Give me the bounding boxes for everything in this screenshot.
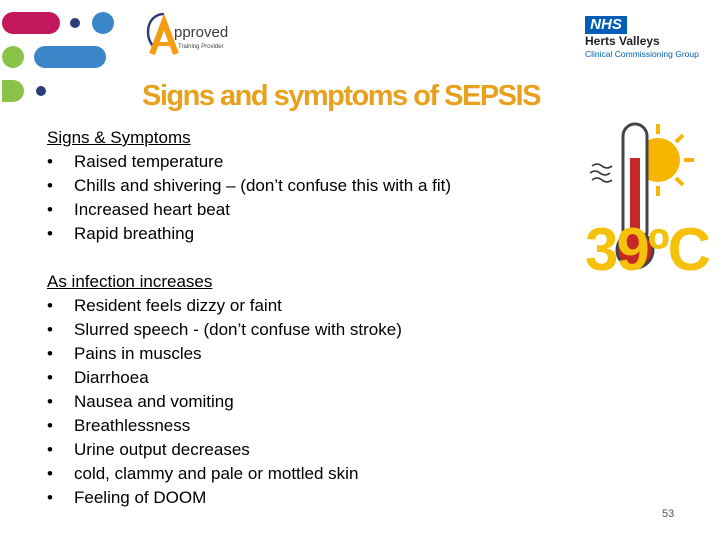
blue-pill-shape	[34, 46, 106, 68]
bullet-glyph: •	[47, 200, 53, 219]
list-item	[47, 390, 402, 414]
list-item	[47, 414, 402, 438]
bullet-glyph: •	[47, 392, 53, 411]
section-heading-signs: Signs & Symptoms	[47, 128, 191, 147]
bullet-glyph: •	[47, 152, 53, 171]
bullet-glyph: •	[47, 320, 53, 339]
approved-training-provider-logo	[144, 10, 254, 58]
heat-waves-icon	[590, 164, 612, 182]
list-item	[47, 198, 451, 222]
list-item-text: Raised temperature	[74, 152, 224, 171]
list-item	[47, 150, 451, 174]
list-item-text: Breathlessness	[74, 416, 191, 435]
list-item	[47, 366, 402, 390]
bullet-glyph: •	[47, 416, 53, 435]
section-heading-infection: As infection increases	[47, 272, 213, 291]
list-item-text: Pains in muscles	[74, 344, 202, 363]
bullet-glyph: •	[47, 488, 53, 507]
navy-dot-shape	[70, 18, 80, 28]
list-item-text: Slurred speech - (don’t confuse with stroke)	[74, 320, 402, 339]
list-item	[47, 438, 402, 462]
bullet-glyph: •	[47, 440, 53, 459]
bullet-glyph: •	[47, 176, 53, 195]
nhs-org-name: Herts Valleys	[585, 34, 660, 48]
list-item-text: cold, clammy and pale or mottled skin	[74, 464, 359, 483]
page-number: 53	[662, 508, 675, 520]
infection-list	[47, 294, 402, 510]
list-item-text: Increased heart beat	[74, 200, 230, 219]
list-item	[47, 318, 402, 342]
bullet-glyph: •	[47, 464, 53, 483]
list-item-text: Urine output decreases	[74, 440, 250, 459]
navy-small-dot-shape	[36, 86, 46, 96]
bullet-glyph: •	[47, 368, 53, 387]
approved-logo-tagline: Training Provider	[178, 44, 224, 50]
list-item	[47, 342, 402, 366]
page-title: Signs and symptoms of SEPSIS	[142, 80, 540, 112]
green-dot-shape	[2, 46, 24, 68]
bullet-glyph: •	[47, 296, 53, 315]
blue-dot-shape	[92, 12, 114, 34]
bullet-glyph: •	[47, 224, 53, 243]
list-item-text: Diarrhoea	[74, 368, 149, 387]
bullet-glyph: •	[47, 344, 53, 363]
green-half-shape	[2, 80, 24, 102]
temperature-readout: 39ºC	[585, 216, 709, 283]
list-item-text: Feeling of DOOM	[74, 488, 207, 507]
list-item	[47, 486, 402, 510]
list-item-text: Nausea and vomiting	[74, 392, 234, 411]
magenta-pill-shape	[2, 12, 60, 34]
list-item	[47, 294, 402, 318]
list-item-text: Chills and shivering – (don’t confuse this with a fit)	[74, 176, 452, 195]
list-item	[47, 462, 402, 486]
signs-list	[47, 150, 451, 246]
list-item	[47, 222, 451, 246]
list-item-text: Rapid breathing	[74, 224, 195, 243]
approved-logo-word: pproved	[174, 24, 229, 41]
nhs-org-subtitle: Clinical Commissioning Group	[585, 49, 699, 59]
list-item-text: Resident feels dizzy or faint	[74, 296, 282, 315]
list-item	[47, 174, 451, 198]
nhs-badge: NHS	[585, 16, 627, 34]
